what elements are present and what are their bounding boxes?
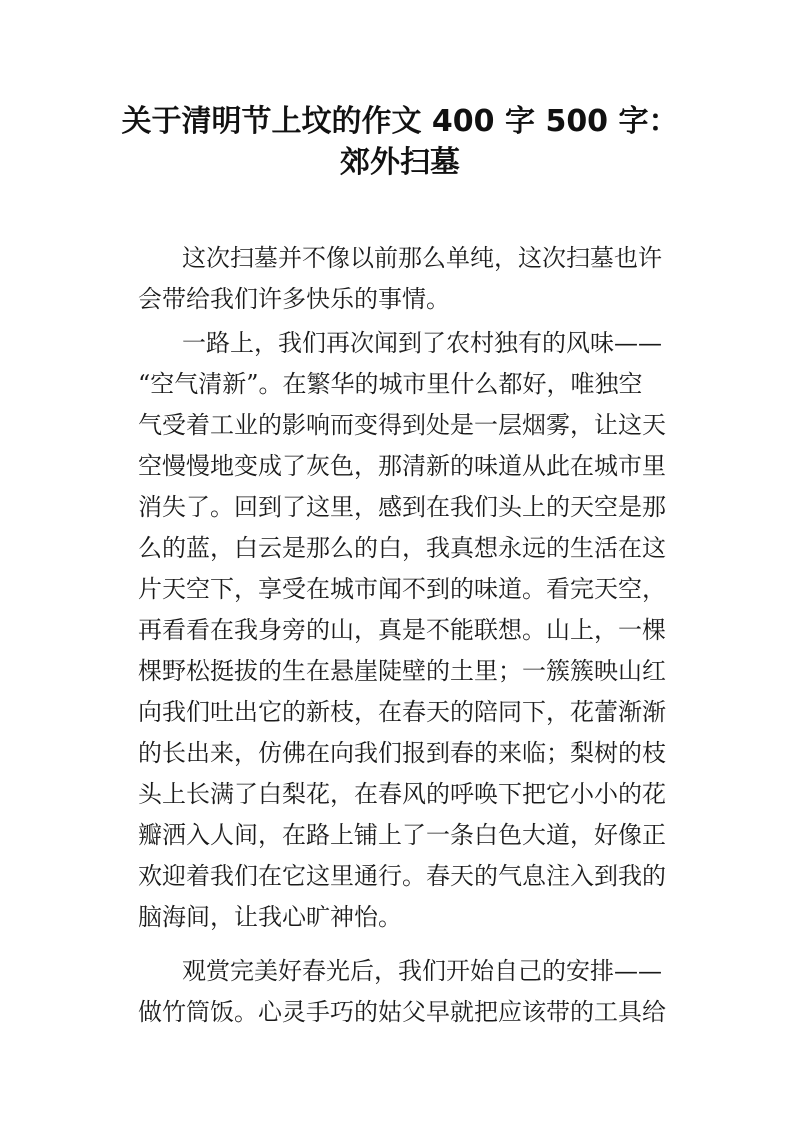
paragraph-2-line-4: 空慢慢地变成了灰色，那清新的味道从此在城市里 [138,452,666,480]
document-title-line-1: 关于清明节上坟的作文 400 字 500 字： [121,104,679,139]
paragraph-2-line-15: 脑海间，让我心旷神怡。 [138,903,402,931]
paragraph-3-line-1: 观赏完美好春光后，我们开始自己的安排—— [182,957,662,985]
paragraph-1-line-2: 会带给我们许多快乐的事情。 [138,285,450,313]
paragraph-2-line-3: 气受着工业的影响而变得到处是一层烟雾，让这天 [138,411,666,439]
paragraph-2-line-12: 头上长满了白梨花，在春风的呼唤下把它小小的花 [138,780,666,808]
paragraph-2-line-13: 瓣洒入人间，在路上铺上了一条白色大道，好像正 [138,821,666,849]
paragraph-1-line-1: 这次扫墓并不像以前那么单纯，这次扫墓也许 [182,244,662,272]
paragraph-2-line-11: 的长出来，仿佛在向我们报到春的来临；梨树的枝 [138,739,666,767]
document-title-line-2: 郊外扫墓 [340,145,460,180]
paragraph-2-line-5: 消失了。回到了这里，感到在我们头上的天空是那 [138,493,666,521]
paragraph-2-line-6: 么的蓝，白云是那么的白，我真想永远的生活在这 [138,534,666,562]
paragraph-2-line-2: “空气清新”。在繁华的城市里什么都好，唯独空 [138,370,643,398]
paragraph-3-line-2: 做竹筒饭。心灵手巧的姑父早就把应该带的工具给 [138,998,666,1026]
paragraph-2-line-8: 再看看在我身旁的山，真是不能联想。山上，一棵 [138,616,666,644]
paragraph-2-line-9: 棵野松挺拔的生在悬崖陡壁的土里；一簇簇映山红 [138,657,666,685]
paragraph-2-line-14: 欢迎着我们在它这里通行。春天的气息注入到我的 [138,862,666,890]
paragraph-2-line-7: 片天空下，享受在城市闻不到的味道。看完天空， [138,575,666,603]
paragraph-2-line-10: 向我们吐出它的新枝，在春天的陪同下，花蕾渐渐 [138,698,666,726]
paragraph-2-line-1: 一路上，我们再次闻到了农村独有的风味—— [182,329,662,357]
